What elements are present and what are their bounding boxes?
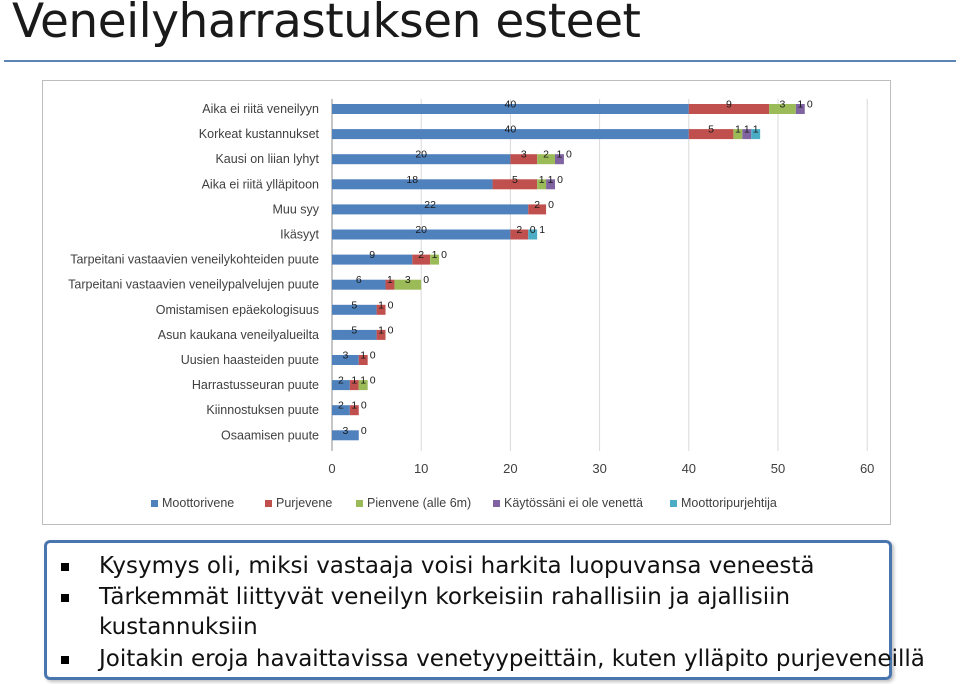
legend-swatch bbox=[356, 500, 363, 507]
bullet-square-icon bbox=[61, 594, 69, 602]
data-label: 1 bbox=[360, 349, 367, 362]
data-label: 2 bbox=[543, 148, 550, 161]
chart-frame bbox=[42, 80, 891, 525]
data-label: 2 bbox=[337, 399, 344, 412]
legend-label: Pienvene (alle 6m) bbox=[367, 496, 472, 510]
data-label: 0 bbox=[557, 173, 563, 186]
data-label: 0 bbox=[387, 324, 394, 337]
data-label: 18 bbox=[406, 173, 419, 186]
legend-swatch bbox=[493, 500, 500, 507]
data-label: 0 bbox=[565, 148, 572, 161]
data-label: 1 bbox=[387, 274, 393, 287]
data-label: 0 bbox=[360, 424, 367, 437]
data-label: 1 bbox=[556, 148, 563, 161]
legend-label: Käytössäni ei ole venettä bbox=[504, 496, 643, 510]
legend-swatch bbox=[265, 500, 272, 507]
notes-box bbox=[44, 540, 925, 680]
slide-title: Veneilyharrastuksen esteet bbox=[12, 0, 641, 49]
data-label: 1 bbox=[752, 123, 759, 136]
category-label: Uusien haasteiden puute bbox=[180, 353, 319, 367]
category-label: Omistamisen epäekologisuus bbox=[155, 302, 319, 317]
data-label: 2 bbox=[337, 374, 344, 387]
category-label: Kausi on liian lyhyt bbox=[215, 152, 319, 167]
data-label: 0 bbox=[441, 249, 447, 262]
bullet-text: Joitakin eroja havaittavissa venetyypeittäin, kuten ylläpito purjeveneillä bbox=[99, 646, 925, 672]
bullet-text-continuation: kustannuksiin bbox=[99, 614, 258, 640]
data-label: 0 bbox=[387, 299, 394, 312]
category-label: Tarpeitani vastaavien veneilypalvelujen puute bbox=[68, 277, 319, 292]
bullet-square-icon bbox=[61, 563, 69, 571]
data-label: 1 bbox=[538, 173, 545, 186]
data-label: 3 bbox=[342, 424, 349, 437]
category-label: Kiinnostuksen puute bbox=[206, 403, 319, 418]
category-label: Aika ei riitä veneilyyn bbox=[202, 102, 319, 116]
data-label: 40 bbox=[504, 123, 517, 136]
data-label: 0 bbox=[360, 399, 367, 412]
data-label: 3 bbox=[404, 274, 411, 287]
category-label: Osaamisen puute bbox=[221, 428, 319, 443]
data-label: 6 bbox=[355, 274, 362, 287]
data-label: 0 bbox=[369, 374, 376, 387]
data-label: 1 bbox=[378, 299, 384, 312]
legend-label: Moottorivene bbox=[162, 496, 235, 510]
data-label: 9 bbox=[369, 249, 376, 262]
bullet-text: Tärkemmät liittyvät veneilyn korkeisiin rahallisiin ja ajallisiin bbox=[99, 584, 791, 610]
legend-swatch bbox=[670, 500, 677, 507]
data-label: 1 bbox=[360, 374, 367, 387]
data-label: 0 bbox=[423, 274, 430, 287]
bullet-square-icon bbox=[61, 656, 69, 664]
data-label: 40 bbox=[504, 98, 517, 111]
data-label: 22 bbox=[424, 198, 436, 211]
category-label: Ikäsyyt bbox=[280, 227, 319, 242]
data-label: 1 bbox=[431, 249, 438, 262]
legend-label: Moottoripurjehtija bbox=[681, 496, 777, 510]
data-label: 1 bbox=[351, 399, 358, 412]
legend-swatch bbox=[151, 500, 158, 507]
data-label: 1 bbox=[547, 173, 554, 186]
bullet-text: Kysymys oli, miksi vastaaja voisi harkita luopuvansa veneestä bbox=[99, 553, 815, 579]
data-label: 5 bbox=[708, 123, 715, 136]
data-label: 3 bbox=[779, 98, 786, 111]
category-label: Asun kaukana veneilyalueilta bbox=[157, 327, 319, 342]
bullet-item bbox=[99, 582, 889, 642]
data-label: 1 bbox=[539, 224, 546, 236]
legend-label: Purjevene bbox=[276, 496, 333, 510]
x-tick-label: 40 bbox=[681, 461, 697, 476]
data-label: 2 bbox=[516, 224, 523, 236]
category-label: Muu syy bbox=[272, 202, 319, 217]
data-label: 20 bbox=[415, 148, 428, 161]
data-label: 20 bbox=[415, 224, 428, 236]
data-label: 0 bbox=[806, 98, 813, 111]
x-tick-label: 20 bbox=[503, 461, 518, 476]
data-label: 0 bbox=[369, 349, 376, 362]
data-label: 1 bbox=[378, 324, 384, 337]
data-label: 1 bbox=[351, 374, 358, 387]
data-label: 3 bbox=[520, 148, 527, 161]
category-label: Harrastusseuran puute bbox=[191, 378, 319, 393]
data-label: 1 bbox=[734, 123, 741, 136]
bullet-item bbox=[99, 551, 889, 581]
x-tick-label: 60 bbox=[859, 461, 875, 476]
data-label: 9 bbox=[726, 98, 732, 111]
x-tick-label: 30 bbox=[592, 461, 607, 476]
category-label: Tarpeitani vastaavien veneilykohteiden puute bbox=[70, 252, 319, 267]
data-label: 1 bbox=[743, 123, 750, 136]
data-label: 0 bbox=[548, 198, 555, 211]
stacked-bar-chart bbox=[43, 81, 892, 526]
x-tick-label: 50 bbox=[770, 461, 786, 476]
x-tick-label: 10 bbox=[413, 461, 429, 476]
data-label: 5 bbox=[511, 173, 518, 186]
category-label: Aika ei riitä ylläpitoon bbox=[201, 177, 319, 192]
data-label: 0 bbox=[529, 224, 536, 236]
data-label: 3 bbox=[342, 349, 349, 362]
data-label: 1 bbox=[797, 98, 804, 111]
data-label: 5 bbox=[351, 324, 358, 337]
category-label: Korkeat kustannukset bbox=[198, 127, 319, 142]
data-label: 2 bbox=[418, 249, 425, 262]
title-divider bbox=[4, 60, 956, 62]
x-tick-label: 0 bbox=[328, 461, 336, 476]
data-label: 5 bbox=[351, 299, 358, 312]
data-label: 2 bbox=[534, 198, 541, 211]
bullet-item bbox=[99, 644, 925, 674]
